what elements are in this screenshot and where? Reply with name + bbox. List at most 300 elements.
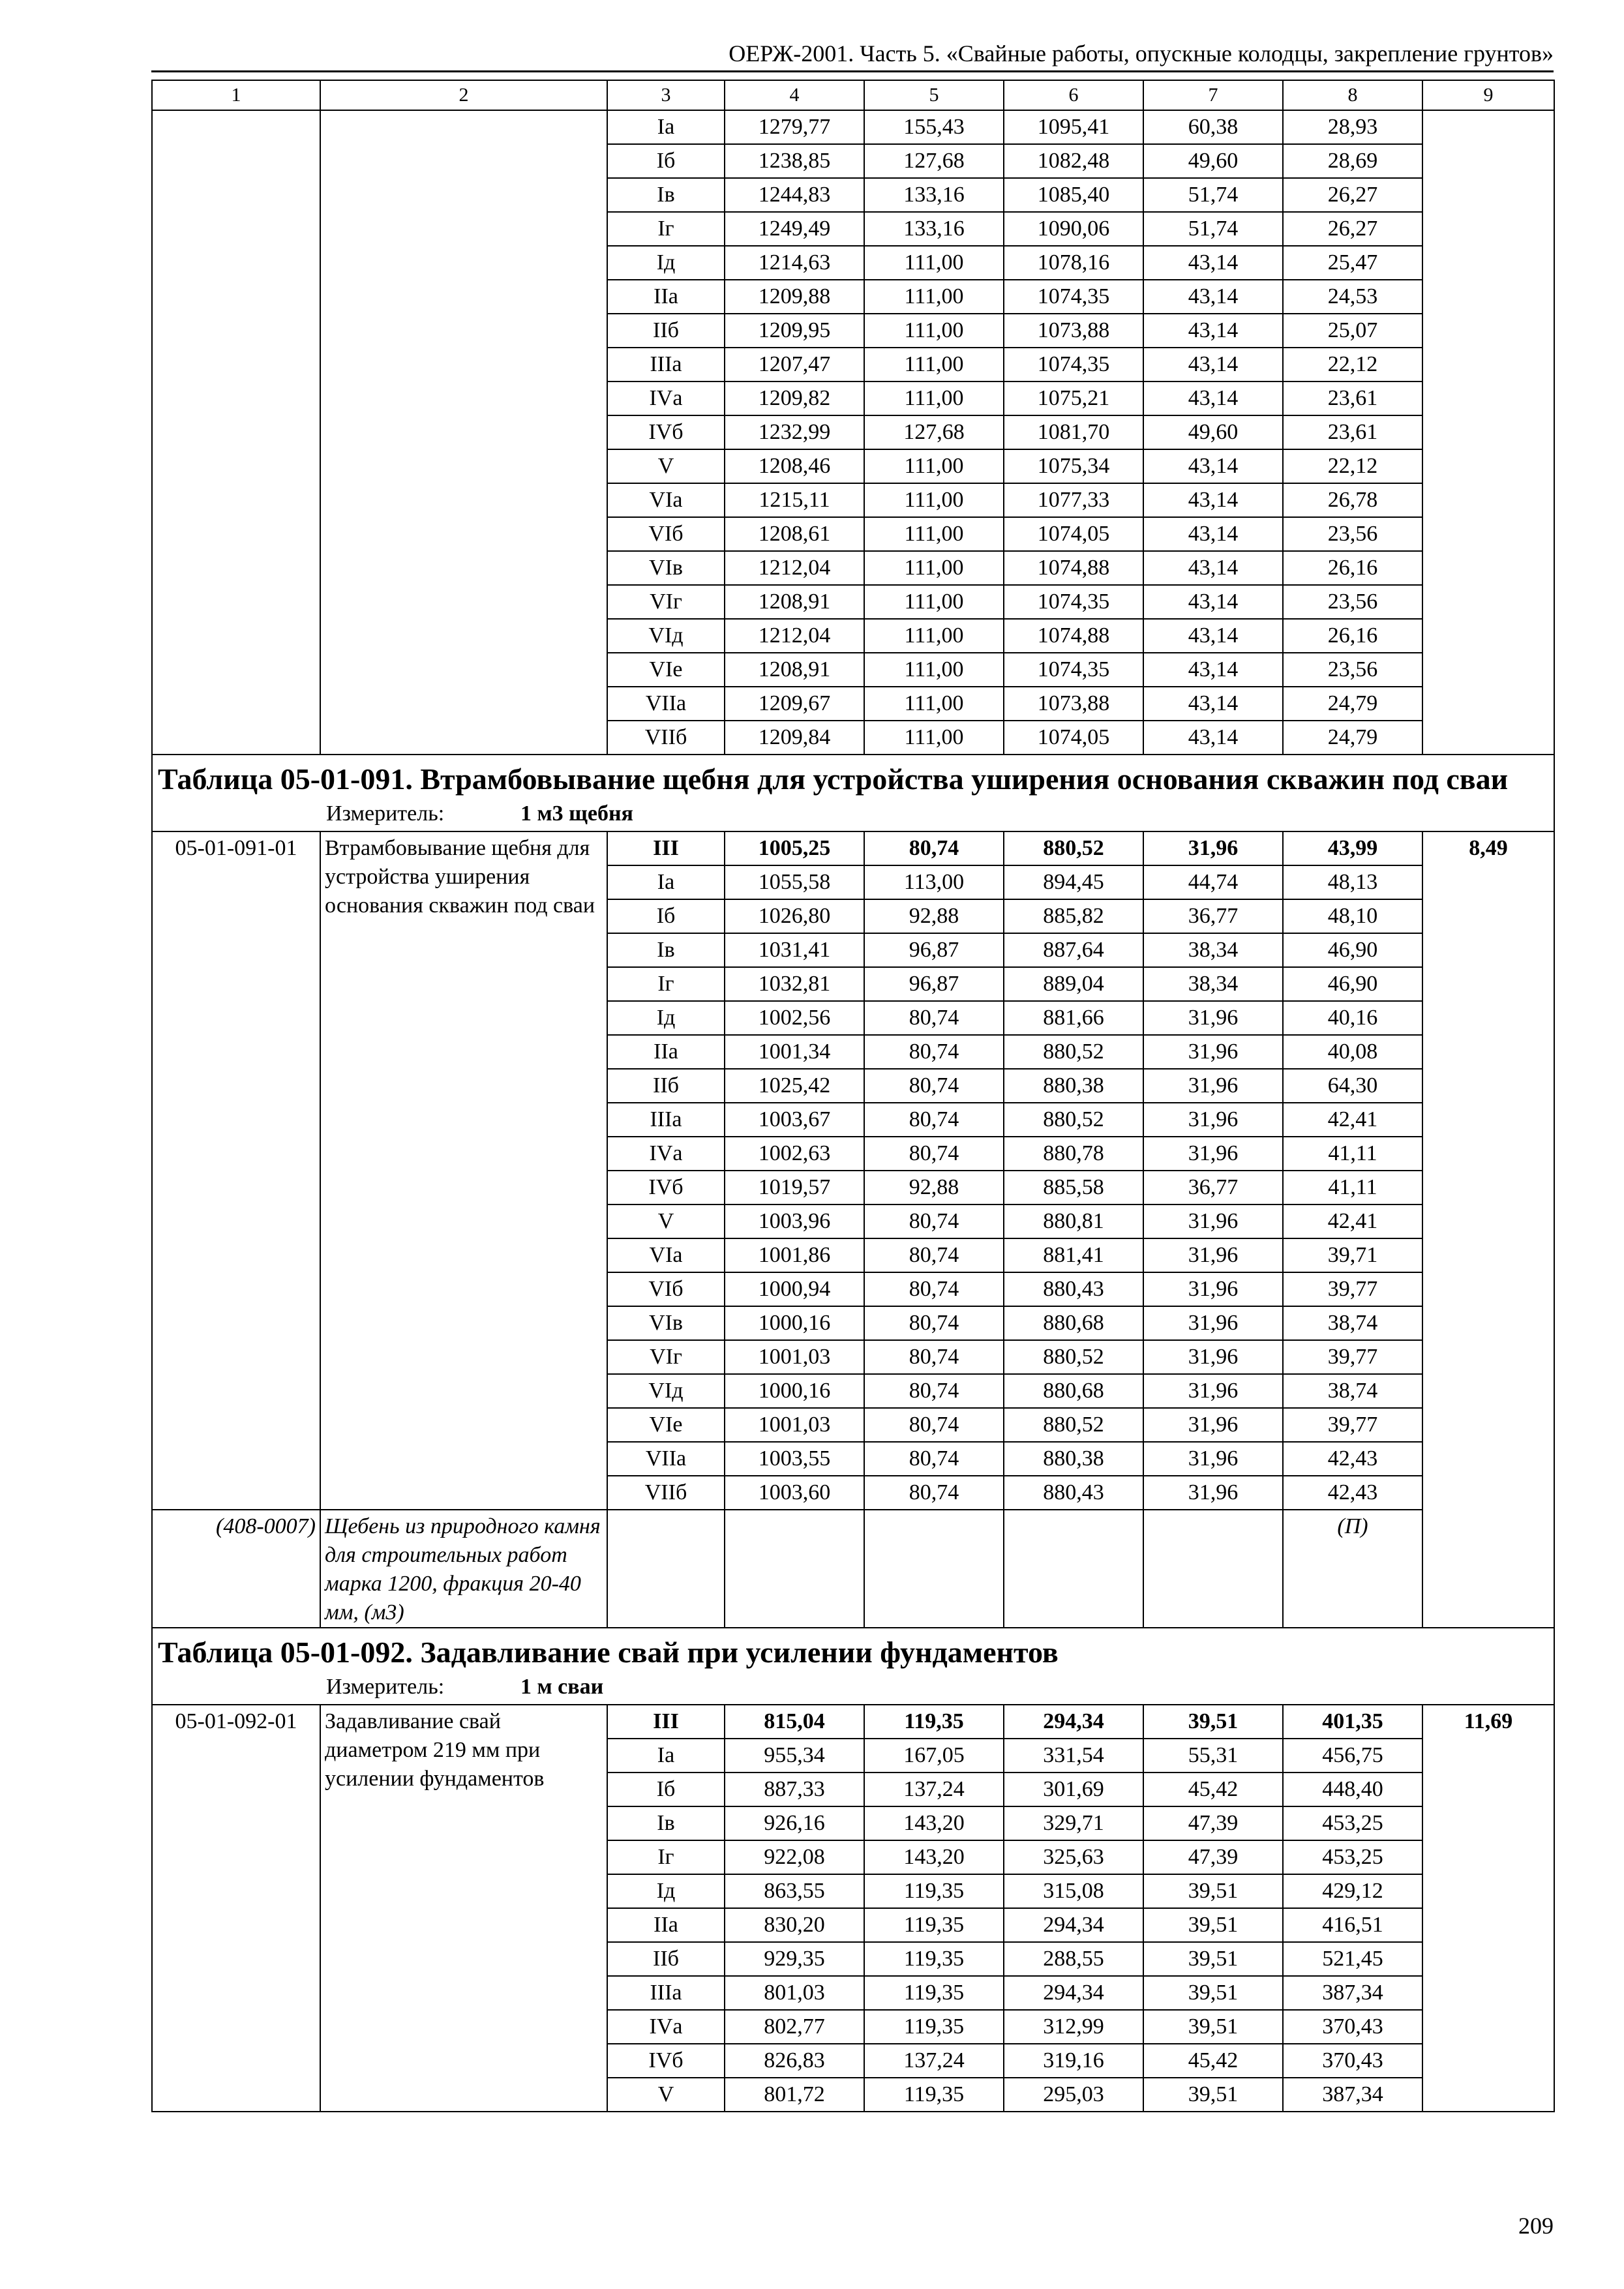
value-cell: 416,51 [1283,1908,1422,1942]
column-number-cell: 5 [864,80,1004,110]
value-cell: 28,69 [1283,144,1422,178]
region-group-cell: Iг [607,212,725,246]
value-cell: 111,00 [864,314,1004,348]
value-cell: 47,39 [1143,1840,1283,1874]
value-cell: 387,34 [1283,2078,1422,2112]
region-group-cell: Iв [607,178,725,212]
value-cell: 387,34 [1283,1976,1422,2010]
value-cell: 887,33 [725,1773,864,1806]
value-cell: 127,68 [864,144,1004,178]
value-cell: 1207,47 [725,348,864,382]
region-group-cell: VIв [607,551,725,585]
value-cell: 31,96 [1143,1272,1283,1306]
value-cell: 815,04 [725,1705,864,1739]
value-cell: 26,78 [1283,483,1422,517]
value-cell: 36,77 [1143,899,1283,933]
value-cell: 1055,58 [725,865,864,899]
value-cell: 49,60 [1143,415,1283,449]
region-group-cell: Iг [607,1840,725,1874]
value-cell: 370,43 [1283,2010,1422,2044]
value-cell: 448,40 [1283,1773,1422,1806]
value-cell: 143,20 [864,1840,1004,1874]
value-cell: 922,08 [725,1840,864,1874]
value-cell: 39,77 [1283,1340,1422,1374]
region-group-cell: Iа [607,110,725,144]
value-cell: 24,79 [1283,687,1422,721]
value-cell: 325,63 [1004,1840,1143,1874]
value-cell: 1000,94 [725,1272,864,1306]
value-cell: 64,30 [1283,1069,1422,1103]
region-group-cell: IIIа [607,348,725,382]
value-cell: 802,77 [725,2010,864,2044]
name-cell [320,110,607,755]
value-cell: 43,14 [1143,348,1283,382]
column-number-cell: 2 [320,80,607,110]
value-cell: 45,42 [1143,2044,1283,2078]
value-cell: 80,74 [864,1408,1004,1442]
value-cell: 1078,16 [1004,246,1143,280]
value-cell: 401,35 [1283,1705,1422,1739]
value-cell: 24,79 [1283,721,1422,755]
value-cell: 1209,84 [725,721,864,755]
region-group-cell: Iд [607,1874,725,1908]
value-cell: 43,14 [1143,483,1283,517]
value-cell: 119,35 [864,1908,1004,1942]
column-number-cell: 7 [1143,80,1283,110]
region-group-cell: IIа [607,280,725,314]
value-cell: 880,68 [1004,1374,1143,1408]
code-cell [152,110,320,755]
value-cell: 1208,61 [725,517,864,551]
value-cell: 39,77 [1283,1272,1422,1306]
value-cell: 80,74 [864,1137,1004,1171]
value-cell: 1209,95 [725,314,864,348]
column-number-cell: 6 [1004,80,1143,110]
value-cell: 1212,04 [725,551,864,585]
region-group-cell: IVб [607,415,725,449]
value-cell: 31,96 [1143,1069,1283,1103]
value-cell: 23,61 [1283,382,1422,415]
value-cell: 885,58 [1004,1171,1143,1204]
value-cell: 31,96 [1143,1476,1283,1510]
value-cell: 167,05 [864,1739,1004,1773]
value-cell: 155,43 [864,110,1004,144]
value-cell: 1000,16 [725,1306,864,1340]
value-cell: 46,90 [1283,933,1422,967]
value-cell: 880,38 [1004,1442,1143,1476]
value-cell: 119,35 [864,1705,1004,1739]
value-cell: 60,38 [1143,110,1283,144]
value-cell: 955,34 [725,1739,864,1773]
value-cell: 51,74 [1143,212,1283,246]
region-group-cell: IVа [607,1137,725,1171]
value-cell: 80,74 [864,1374,1004,1408]
value-cell: 111,00 [864,449,1004,483]
region-group-cell: IIб [607,1942,725,1976]
table-title-row [152,1628,1554,1671]
col9-cell [1422,110,1554,755]
measure-cell [152,1671,1554,1705]
value-cell: 294,34 [1004,1976,1143,2010]
value-cell: 1073,88 [1004,687,1143,721]
value-cell: 1032,81 [725,967,864,1001]
value-cell: 1077,33 [1004,483,1143,517]
value-cell: 880,38 [1004,1069,1143,1103]
rate-name: Задавливание свай диаметром 219 мм при усилении фундаментов [320,1705,607,2112]
column-number-cell: 1 [152,80,320,110]
value-cell: 1209,67 [725,687,864,721]
region-group-cell: Iд [607,1001,725,1035]
value-cell: 1074,05 [1004,721,1143,755]
value-cell: 319,16 [1004,2044,1143,2078]
value-cell: 42,43 [1283,1442,1422,1476]
value-cell: 42,41 [1283,1204,1422,1238]
value-cell: 31,96 [1143,1442,1283,1476]
value-cell: 1238,85 [725,144,864,178]
region-group-cell: VIIа [607,687,725,721]
measure-value: 1 м3 щебня [520,801,633,826]
value-cell: 1031,41 [725,933,864,967]
value-cell: 26,16 [1283,619,1422,653]
value-cell: 1074,35 [1004,653,1143,687]
value-cell: 23,56 [1283,585,1422,619]
value-cell: 1000,16 [725,1374,864,1408]
value-cell: 295,03 [1004,2078,1143,2112]
value-cell: 887,64 [1004,933,1143,967]
value-cell: 31,96 [1143,831,1283,865]
value-cell: 137,24 [864,2044,1004,2078]
value-cell: 25,47 [1283,246,1422,280]
region-group-cell: VIг [607,585,725,619]
value-cell: 880,52 [1004,1035,1143,1069]
value-cell: 801,03 [725,1976,864,2010]
region-group-cell: IIб [607,314,725,348]
value-cell: 31,96 [1143,1340,1283,1374]
value-cell: 1003,96 [725,1204,864,1238]
value-cell: 39,51 [1143,1874,1283,1908]
value-cell: 92,88 [864,899,1004,933]
value-cell: 143,20 [864,1806,1004,1840]
value-cell: 881,66 [1004,1001,1143,1035]
table-row-main [152,831,1554,865]
table-title: Таблица 05-01-091. Втрамбовывание щебня для устройства уширения основания скважин под сваи [152,755,1554,798]
column-number-cell: 8 [1283,80,1422,110]
measure-label: Измеритель: [326,1675,445,1699]
resource-unit: (П) [1283,1510,1422,1628]
value-cell: 48,13 [1283,865,1422,899]
value-cell: 80,74 [864,1103,1004,1137]
value-cell: 119,35 [864,1874,1004,1908]
value-cell: 1074,35 [1004,585,1143,619]
value-cell: 51,74 [1143,178,1283,212]
value-cell: 39,51 [1143,2010,1283,2044]
value-cell: 1074,35 [1004,348,1143,382]
value-cell: 1025,42 [725,1069,864,1103]
value-cell: 31,96 [1143,1306,1283,1340]
value-cell: 801,72 [725,2078,864,2112]
region-group-cell: VIа [607,483,725,517]
value-cell: 44,74 [1143,865,1283,899]
value-cell: 880,43 [1004,1476,1143,1510]
page-header: ОЕРЖ-2001. Часть 5. «Свайные работы, опускные колодцы, закрепление грунтов» [151,39,1554,72]
value-cell: 1001,03 [725,1340,864,1374]
region-group-cell: IIIа [607,1103,725,1137]
resource-name: Щебень из природного камня для строительных работ марка 1200, фракция 20-40 мм, (м3) [320,1510,607,1628]
value-cell: 43,14 [1143,619,1283,653]
value-cell: 1002,63 [725,1137,864,1171]
table-title: Таблица 05-01-092. Задавливание свай при усилении фундаментов [152,1628,1554,1671]
value-cell: 22,12 [1283,348,1422,382]
column-number-cell: 3 [607,80,725,110]
column-number-cell: 9 [1422,80,1554,110]
value-cell: 1026,80 [725,899,864,933]
value-cell: 43,14 [1143,382,1283,415]
col9-value: 11,69 [1422,1705,1554,2112]
value-cell: 1001,03 [725,1408,864,1442]
value-cell: 38,34 [1143,933,1283,967]
value-cell: 47,39 [1143,1806,1283,1840]
value-cell: 26,27 [1283,178,1422,212]
value-cell: 288,55 [1004,1942,1143,1976]
region-group-cell: VIе [607,1408,725,1442]
value-cell: 889,04 [1004,967,1143,1001]
value-cell: 39,51 [1143,1908,1283,1942]
region-group-cell: V [607,1204,725,1238]
region-group-cell: VIIб [607,1476,725,1510]
value-cell: 329,71 [1004,1806,1143,1840]
value-cell: 39,71 [1283,1238,1422,1272]
value-cell: 127,68 [864,415,1004,449]
value-cell: 43,14 [1143,314,1283,348]
value-cell: 929,35 [725,1942,864,1976]
measure-row [152,1671,1554,1705]
value-cell: 80,74 [864,1069,1004,1103]
value-cell: 111,00 [864,246,1004,280]
column-number-cell: 4 [725,80,864,110]
region-group-cell: Iа [607,865,725,899]
value-cell: 111,00 [864,721,1004,755]
value-cell: 43,14 [1143,653,1283,687]
empty-cell [864,1510,1004,1628]
value-cell: 96,87 [864,933,1004,967]
region-group-cell: IIб [607,1069,725,1103]
value-cell: 39,51 [1143,1976,1283,2010]
region-group-cell: V [607,449,725,483]
value-cell: 111,00 [864,483,1004,517]
measure-row [152,798,1554,831]
value-cell: 55,31 [1143,1739,1283,1773]
value-cell: 80,74 [864,1442,1004,1476]
value-cell: 1001,86 [725,1238,864,1272]
value-cell: 96,87 [864,967,1004,1001]
page-number: 209 [1518,2213,1554,2239]
value-cell: 80,74 [864,1306,1004,1340]
value-cell: 80,74 [864,1035,1004,1069]
region-group-cell: IVа [607,382,725,415]
value-cell: 46,90 [1283,967,1422,1001]
value-cell: 1003,55 [725,1442,864,1476]
value-cell: 1075,21 [1004,382,1143,415]
value-cell: 22,12 [1283,449,1422,483]
region-group-cell: VIIа [607,1442,725,1476]
region-group-cell: Iб [607,899,725,933]
col9-value: 8,49 [1422,831,1554,1628]
value-cell: 111,00 [864,653,1004,687]
region-group-cell: Iв [607,933,725,967]
value-cell: 880,43 [1004,1272,1143,1306]
value-cell: 39,51 [1143,1705,1283,1739]
value-cell: 1074,88 [1004,619,1143,653]
value-cell: 863,55 [725,1874,864,1908]
region-group-cell: IIа [607,1908,725,1942]
table-title-row [152,755,1554,798]
value-cell: 1002,56 [725,1001,864,1035]
value-cell: 119,35 [864,2078,1004,2112]
value-cell: 43,99 [1283,831,1422,865]
value-cell: 453,25 [1283,1840,1422,1874]
value-cell: 1214,63 [725,246,864,280]
value-cell: 880,52 [1004,1340,1143,1374]
value-cell: 133,16 [864,212,1004,246]
value-cell: 31,96 [1143,1035,1283,1069]
value-cell: 31,96 [1143,1408,1283,1442]
value-cell: 429,12 [1283,1874,1422,1908]
value-cell: 1208,91 [725,653,864,687]
region-group-cell: VIа [607,1238,725,1272]
region-group-cell: IIIа [607,1976,725,2010]
value-cell: 830,20 [725,1908,864,1942]
region-group-cell: Iг [607,967,725,1001]
value-cell: 1209,82 [725,382,864,415]
value-cell: 1208,46 [725,449,864,483]
value-cell: 111,00 [864,551,1004,585]
value-cell: 331,54 [1004,1739,1143,1773]
table-row [152,110,1554,144]
value-cell: 1081,70 [1004,415,1143,449]
value-cell: 43,14 [1143,585,1283,619]
value-cell: 133,16 [864,178,1004,212]
value-cell: 43,14 [1143,449,1283,483]
value-cell: 26,27 [1283,212,1422,246]
value-cell: 31,96 [1143,1137,1283,1171]
value-cell: 39,51 [1143,1942,1283,1976]
value-cell: 1090,06 [1004,212,1143,246]
value-cell: 1001,34 [725,1035,864,1069]
value-cell: 1003,67 [725,1103,864,1137]
value-cell: 1209,88 [725,280,864,314]
resource-row [152,1510,1554,1628]
value-cell: 23,61 [1283,415,1422,449]
value-cell: 49,60 [1143,144,1283,178]
value-cell: 92,88 [864,1171,1004,1204]
value-cell: 881,41 [1004,1238,1143,1272]
value-cell: 39,77 [1283,1408,1422,1442]
region-group-cell: IVб [607,2044,725,2078]
rate-code: 05-01-092-01 [152,1705,320,2112]
value-cell: 880,78 [1004,1137,1143,1171]
region-group-cell: VIд [607,619,725,653]
value-cell: 26,16 [1283,551,1422,585]
value-cell: 301,69 [1004,1773,1143,1806]
value-cell: 1082,48 [1004,144,1143,178]
value-cell: 880,68 [1004,1306,1143,1340]
value-cell: 42,43 [1283,1476,1422,1510]
value-cell: 1075,34 [1004,449,1143,483]
value-cell: 926,16 [725,1806,864,1840]
value-cell: 1074,35 [1004,280,1143,314]
value-cell: 885,82 [1004,899,1143,933]
value-cell: 826,83 [725,2044,864,2078]
value-cell: 39,51 [1143,2078,1283,2112]
value-cell: 80,74 [864,1238,1004,1272]
region-group-cell: VIб [607,517,725,551]
region-group-cell: III [607,831,725,865]
empty-cell [607,1510,725,1628]
value-cell: 312,99 [1004,2010,1143,2044]
value-cell: 1212,04 [725,619,864,653]
value-cell: 31,96 [1143,1238,1283,1272]
value-cell: 25,07 [1283,314,1422,348]
estimate-table [151,80,1555,2112]
value-cell: 315,08 [1004,1874,1143,1908]
value-cell: 23,56 [1283,653,1422,687]
value-cell: 1279,77 [725,110,864,144]
value-cell: 521,45 [1283,1942,1422,1976]
value-cell: 80,74 [864,1001,1004,1035]
value-cell: 31,96 [1143,1001,1283,1035]
value-cell: 80,74 [864,1340,1004,1374]
region-group-cell: IVа [607,2010,725,2044]
region-group-cell: Iа [607,1739,725,1773]
value-cell: 1074,88 [1004,551,1143,585]
value-cell: 43,14 [1143,246,1283,280]
value-cell: 880,52 [1004,831,1143,865]
value-cell: 1215,11 [725,483,864,517]
value-cell: 111,00 [864,382,1004,415]
value-cell: 1005,25 [725,831,864,865]
value-cell: 1232,99 [725,415,864,449]
rate-code: 05-01-091-01 [152,831,320,1510]
measure-cell [152,798,1554,831]
table-row-main [152,1705,1554,1739]
value-cell: 43,14 [1143,517,1283,551]
region-group-cell: III [607,1705,725,1739]
value-cell: 113,00 [864,865,1004,899]
column-numbers-row [152,80,1554,110]
region-group-cell: VIIб [607,721,725,755]
value-cell: 111,00 [864,687,1004,721]
value-cell: 23,56 [1283,517,1422,551]
rate-name: Втрамбовывание щебня для устройства уширения основания скважин под сваи [320,831,607,1510]
region-group-cell: Iв [607,1806,725,1840]
empty-cell [1143,1510,1283,1628]
value-cell: 111,00 [864,280,1004,314]
value-cell: 80,74 [864,831,1004,865]
value-cell: 41,11 [1283,1171,1422,1204]
value-cell: 137,24 [864,1773,1004,1806]
value-cell: 119,35 [864,1942,1004,1976]
value-cell: 43,14 [1143,551,1283,585]
region-group-cell: VIд [607,1374,725,1408]
region-group-cell: IIа [607,1035,725,1069]
value-cell: 38,74 [1283,1306,1422,1340]
value-cell: 294,34 [1004,1705,1143,1739]
value-cell: 45,42 [1143,1773,1283,1806]
value-cell: 28,93 [1283,110,1422,144]
value-cell: 1074,05 [1004,517,1143,551]
region-group-cell: VIе [607,653,725,687]
value-cell: 880,52 [1004,1408,1143,1442]
